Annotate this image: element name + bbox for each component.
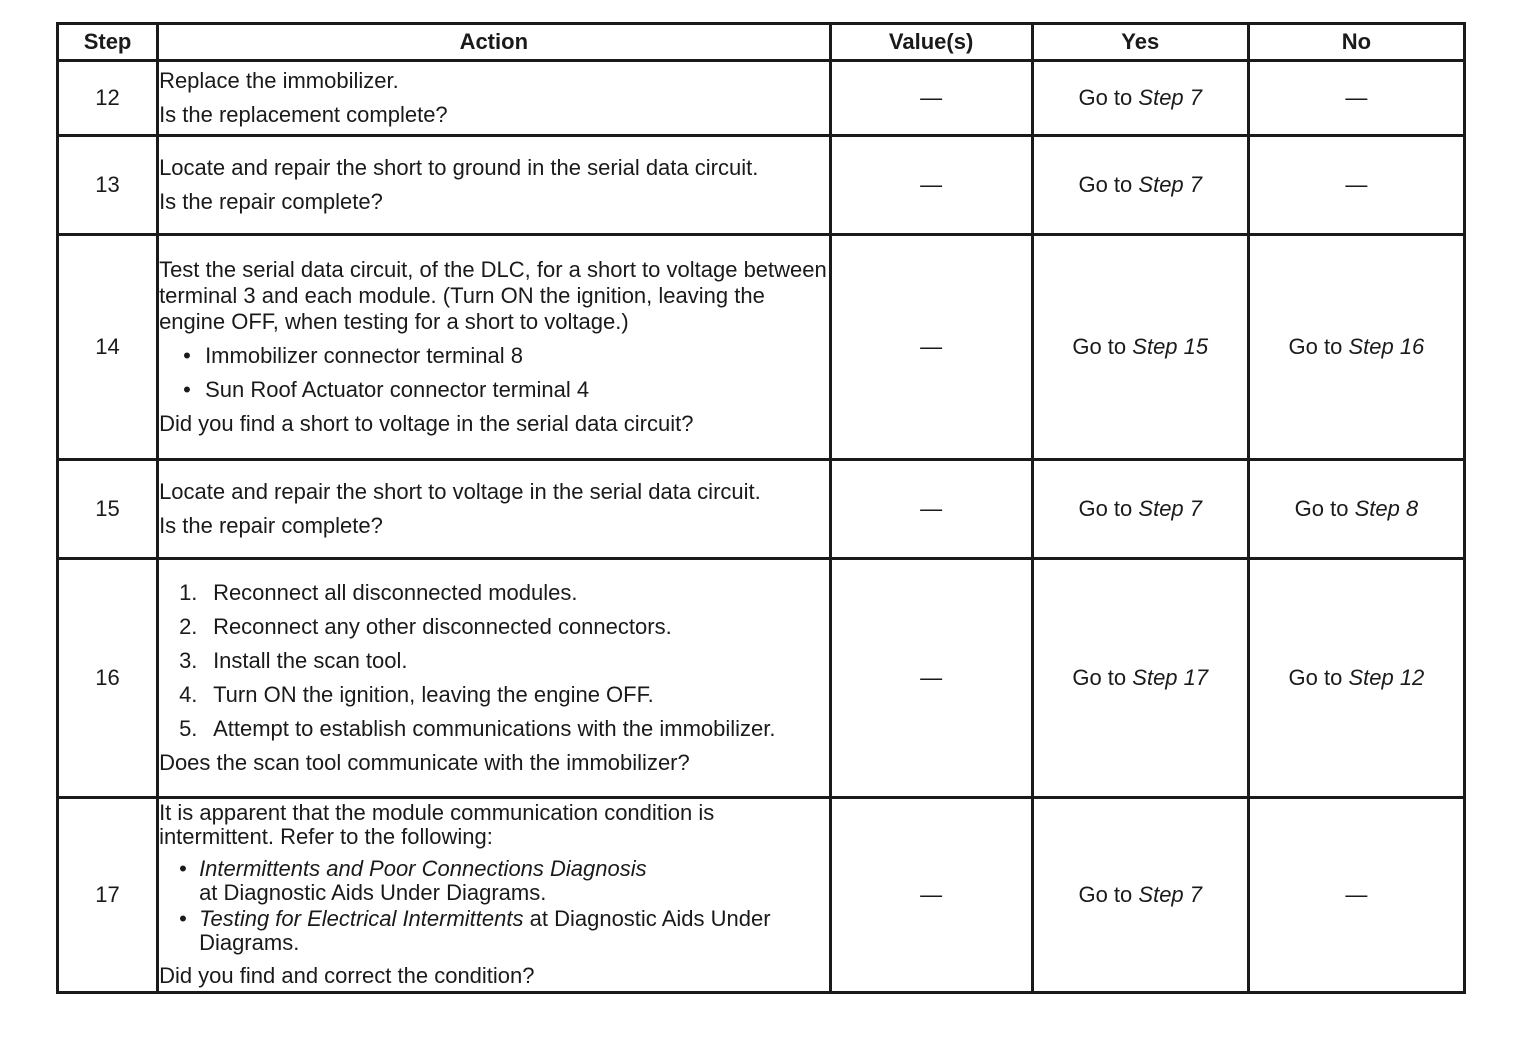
header-step: Step [58,24,158,61]
table-row-step-14 [58,235,1465,460]
go-to-label: Go to [1078,172,1133,197]
numbered-list [159,580,828,742]
no-step-ref: Step 12 [1348,665,1425,690]
value-cell: — [830,235,1032,460]
yes-cell [1032,235,1248,460]
go-to-label: Go to [1294,496,1349,521]
table-row-step-15 [58,460,1465,559]
step-number: 12 [58,61,158,136]
value-cell: — [830,61,1032,136]
action-text: It is apparent that the module communication condition is intermittent. Refer to the following: [159,800,715,849]
header-action: Action [158,24,830,61]
action-question: Did you find and correct the condition? [159,963,535,988]
yes-cell [1032,559,1248,798]
action-text: Replace the immobilizer. [159,68,399,93]
no-cell [1248,460,1464,559]
list-item: 2. Reconnect any other disconnected connectors. [179,614,672,639]
value-cell: — [830,136,1032,235]
no-cell [1248,235,1464,460]
action-question: Is the repair complete? [159,189,383,214]
value-cell: — [830,559,1032,798]
step-number: 13 [58,136,158,235]
value-cell: — [830,798,1032,993]
yes-cell [1032,61,1248,136]
action-cell [158,798,830,993]
action-question: Does the scan tool communicate with the immobilizer? [159,750,690,775]
no-cell: — [1248,798,1464,993]
list-item [159,907,828,955]
action-cell [158,235,830,460]
reference-location: at Diagnostic Aids Under Diagrams. [199,880,547,905]
bullet-list [159,343,828,403]
action-cell [158,460,830,559]
list-item [159,857,828,905]
go-to-label: Go to [1078,496,1133,521]
no-cell: — [1248,61,1464,136]
step-number: 14 [58,235,158,460]
list-item: 3. Install the scan tool. [179,648,408,673]
yes-cell [1032,460,1248,559]
diagnostic-table [56,22,1466,994]
action-cell [158,61,830,136]
yes-step-ref: Step 7 [1138,85,1203,110]
go-to-label: Go to [1288,665,1343,690]
action-question: Did you find a short to voltage in the serial data circuit? [159,411,694,436]
header-no: No [1248,24,1464,61]
action-cell [158,559,830,798]
table-row-step-16 [58,559,1465,798]
reference-list [159,857,828,955]
list-item: 1. Reconnect all disconnected modules. [179,580,578,605]
list-item: • Sun Roof Actuator connector terminal 4 [159,377,828,403]
yes-cell [1032,136,1248,235]
go-to-label: Go to [1078,85,1133,110]
action-question: Is the replacement complete? [159,102,448,127]
header-yes: Yes [1032,24,1248,61]
header-row [58,24,1465,61]
reference-location: at Diagnostic Aids Under Diagrams. [199,906,771,955]
no-step-ref: Step 8 [1354,496,1419,521]
list-item: 4. Turn ON the ignition, leaving the engine OFF. [179,682,654,707]
reference-title: Testing for Electrical Intermittents [199,906,524,931]
no-step-ref: Step 16 [1348,334,1425,359]
table-row-step-17 [58,798,1465,993]
yes-step-ref: Step 7 [1138,882,1203,907]
list-item: • Immobilizer connector terminal 8 [159,343,828,369]
yes-step-ref: Step 15 [1132,334,1209,359]
go-to-label: Go to [1072,665,1127,690]
no-cell [1248,559,1464,798]
yes-step-ref: Step 7 [1138,496,1203,521]
yes-step-ref: Step 7 [1138,172,1203,197]
go-to-label: Go to [1288,334,1343,359]
action-text: Test the serial data circuit, of the DLC, for a short to voltage between terminal 3 and each module. (Turn ON the ignition, leaving the engine OFF, when testing for a short to voltage.) [159,257,827,334]
table-row-step-12 [58,61,1465,136]
yes-step-ref: Step 17 [1132,665,1209,690]
step-number: 17 [58,798,158,993]
go-to-label: Go to [1078,882,1133,907]
action-question: Is the repair complete? [159,513,383,538]
no-cell: — [1248,136,1464,235]
go-to-label: Go to [1072,334,1127,359]
table-row-step-13 [58,136,1465,235]
action-text: Locate and repair the short to voltage in the serial data circuit. [159,479,761,504]
value-cell: — [830,460,1032,559]
header-values: Value(s) [830,24,1032,61]
action-cell [158,136,830,235]
reference-title: Intermittents and Poor Connections Diagnosis [199,856,647,881]
step-number: 16 [58,559,158,798]
action-text: Locate and repair the short to ground in the serial data circuit. [159,155,759,180]
step-number: 15 [58,460,158,559]
yes-cell [1032,798,1248,993]
list-item: 5. Attempt to establish communications with the immobilizer. [179,716,776,741]
